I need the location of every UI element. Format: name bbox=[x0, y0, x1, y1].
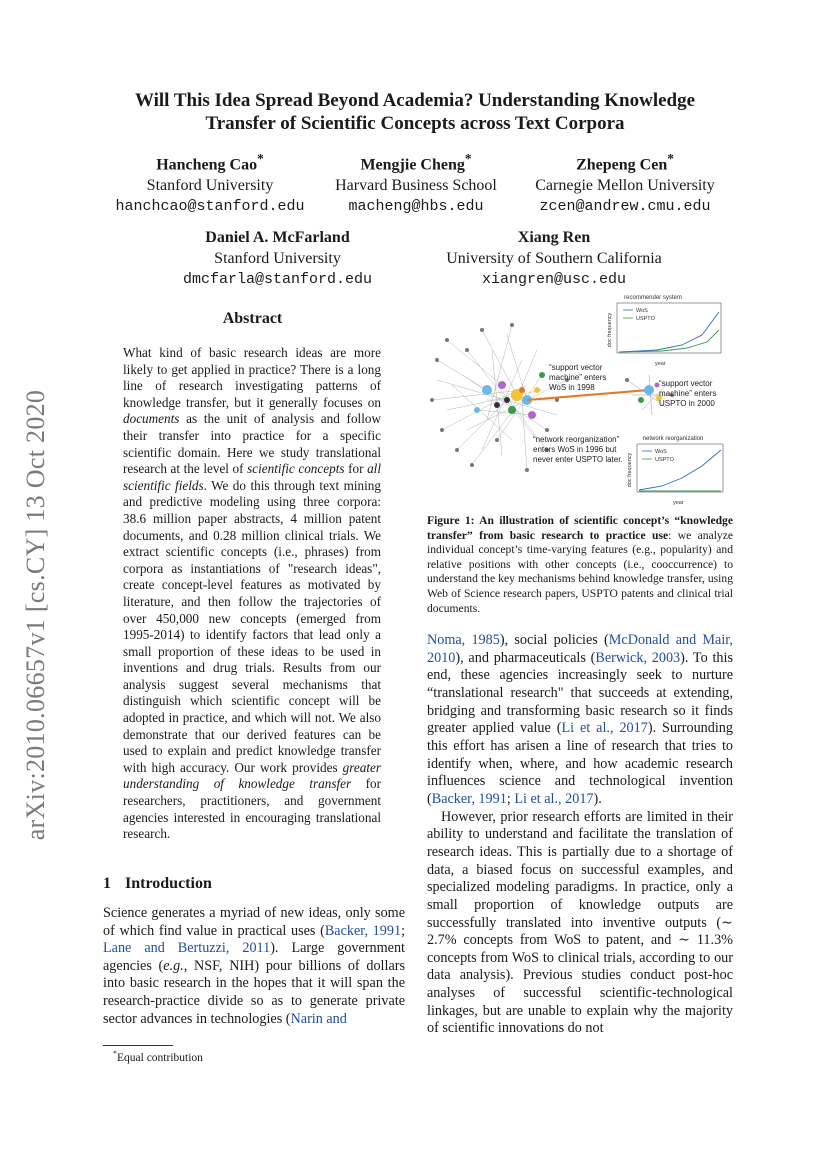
author-email: macheng@hbs.edu bbox=[348, 198, 484, 216]
citation-link[interactable]: Backer, 1991 bbox=[324, 922, 402, 939]
author-2 bbox=[322, 148, 510, 217]
abstract-body: What kind of basic research ideas are more likely to get applied in practice? There is a long line of research investigating patterns of knowledge transfer, but it generally focuses on documents as the unit of analysis and follow their transfer into practice for a specific scientific domain. Here we study translational research at the level of scientific concepts for all scientific fields. We do this through text mining and predictive modeling using three corpora: 38.6 million paper abstracts, 4 million patent documents, and 0.28 million clinical trials. We extract scientific concepts (i.e., phrases) from corpora as instantiations of "research ideas", create concept-level features as motivated by literature, and then follow the trajectories of over 450,000 new concepts (emerged from 1995-2014) to identify factors that lead only a small proportion of these ideas to be used in inventions and drug trials. Results from our analysis suggest several mechanisms that distinguish which scientific concept will be adopted in practice, and which will not. We also demonstrate that our derived features can be used to explain and predict knowledge transfer with high accuracy. Our work provides greater understanding of knowledge transfer for researchers, practitioners, and government agencies interested in encouraging translational research. bbox=[123, 345, 381, 842]
svg-text:enters WoS in 1996 but: enters WoS in 1996 but bbox=[533, 445, 617, 454]
recommender-system-chart bbox=[607, 295, 721, 367]
figure-1-caption: Figure 1: An illustration of scientific concept’s “knowledge transfer” from basic research to practice use: we analyze individual concept’s time-varying features (e.g., popularity) and relative positions with other concepts (i.e., cooccurrence) to understand the key mechanisms behind knowledge transfer, using Web of Science research papers, USPTO patents and clinical trial documents. bbox=[427, 514, 734, 615]
author-affiliation: Carnegie Mellon University bbox=[535, 177, 715, 195]
svg-text:“support vector: “support vector bbox=[659, 379, 713, 388]
svg-text:USPTO in 2000: USPTO in 2000 bbox=[659, 399, 715, 408]
paragraph: However, prior research efforts are limited in their ability to understand and facilitate the translation of research ideas. This is partially due to a shortage of data, a biased focus on successful examples, and specialized modeling paradigms. In practice, only a small proportion of knowledge outputs are successfully translated into inventive outputs (∼ 2.7% concepts from WoS to patent, and ∼ 11.3% concepts from WoS to clinical trials, according to our data analysis). Previous studies conduct post-hoc analyses of successful scientific-technological linkages, but are unable to explain why the majority of scientific innovations do not bbox=[427, 808, 733, 1037]
right-column-text bbox=[427, 632, 733, 1038]
author-1 bbox=[105, 148, 315, 217]
annotation-network-reorganization bbox=[533, 435, 623, 464]
svg-text:never enter USPTO later.: never enter USPTO later. bbox=[533, 455, 623, 464]
section-heading-introduction: 1 Introduction bbox=[103, 875, 212, 892]
footnote: *Equal contribution bbox=[113, 1049, 203, 1064]
abstract-heading: Abstract bbox=[222, 310, 283, 327]
uspto-series-line bbox=[619, 330, 719, 352]
chart-title: recommender system bbox=[624, 295, 682, 301]
author-affiliation: Harvard Business School bbox=[335, 177, 497, 195]
citation-link[interactable]: Noma, 1985 bbox=[427, 632, 500, 648]
x-axis-label: year bbox=[655, 361, 666, 367]
author-email: xiangren@usc.edu bbox=[481, 271, 627, 288]
svg-text:WoS in 1998: WoS in 1998 bbox=[549, 383, 595, 392]
legend-wos: WoS bbox=[655, 449, 667, 455]
author-4 bbox=[170, 227, 385, 290]
legend-uspto: USPTO bbox=[636, 316, 655, 322]
chart-title: network reorganization bbox=[642, 436, 704, 442]
footnote-rule bbox=[103, 1045, 173, 1046]
svg-text:machine” enters: machine” enters bbox=[549, 373, 607, 382]
figure-1 bbox=[427, 290, 733, 508]
citation-link[interactable]: Li et al., 2017 bbox=[561, 720, 648, 737]
introduction-paragraph: Science generates a myriad of new ideas, only some of which find value in practical uses (Backer, 1991; Lane and Bertuzzi, 2011). Large government agencies (e.g., NSF, NIH) pour billions of dollars into basic research in the hopes that it will span the research-practice divide so as to generate private sector advances in technologies (Narin and bbox=[103, 905, 406, 1027]
paragraph: Noma, 1985), social policies (McDonald and Mair, 2010), and pharmaceuticals (Berwick, 2003). To this end, these agencies increasingly seek to nurture “translational research" that succeeds at extending, bridging and transforming basic research so it finds greater applied value (Li et al., 2017). Surrounding this effort has arisen a line of research that tries to identify when, where, and how academic research influences science and technological invention (Backer, 1991; Li et al., 2017). bbox=[427, 632, 733, 807]
author-email: hanchcao@stanford.edu bbox=[115, 198, 305, 216]
wos-series-line bbox=[639, 450, 721, 490]
figure-1-illustration bbox=[427, 290, 733, 508]
author-affiliation: University of Southern California bbox=[446, 250, 662, 267]
author-name: Hancheng Cao* bbox=[156, 151, 264, 174]
author-5 bbox=[438, 227, 670, 290]
arxiv-identifier bbox=[18, 365, 54, 865]
author-name: Xiang Ren bbox=[517, 229, 591, 246]
legend-uspto: USPTO bbox=[655, 457, 674, 463]
svg-text:“support vector: “support vector bbox=[549, 363, 603, 372]
network-reorganization-chart bbox=[627, 436, 723, 506]
citation-link[interactable]: Backer, 1991 bbox=[431, 790, 507, 807]
author-affiliation: Stanford University bbox=[146, 177, 274, 195]
title-line-1: Will This Idea Spread Beyond Academia? Understanding Knowledge bbox=[134, 90, 696, 111]
citation-link[interactable]: McDonald and Mair, 2010 bbox=[427, 632, 733, 666]
wos-series-line bbox=[619, 312, 719, 352]
annotation-svm-wos bbox=[549, 363, 606, 392]
author-name: Daniel A. McFarland bbox=[205, 229, 350, 246]
citation-link[interactable]: Li et al., 2017 bbox=[514, 790, 594, 807]
y-axis-label: doc frequency bbox=[627, 452, 633, 488]
y-axis-label: doc frequency bbox=[607, 312, 613, 348]
title-line-2: Transfer of Scientific Concepts across Text Corpora bbox=[205, 113, 625, 134]
x-axis-label: year bbox=[673, 500, 684, 506]
author-name: Mengjie Cheng* bbox=[360, 151, 472, 174]
author-name: Zhepeng Cen* bbox=[576, 151, 674, 174]
paper-title bbox=[100, 89, 730, 135]
citation-link[interactable]: Narin and bbox=[290, 1010, 347, 1027]
author-email: zcen@andrew.cmu.edu bbox=[539, 198, 711, 216]
author-affiliation: Stanford University bbox=[214, 250, 341, 267]
annotation-svm-uspto bbox=[659, 379, 716, 408]
author-email: dmcfarla@stanford.edu bbox=[182, 271, 373, 288]
arxiv-id-text: arXiv:2010.06657v1 [cs.CY] 13 Oct 2020 bbox=[21, 389, 50, 841]
author-3 bbox=[520, 148, 730, 217]
svg-text:machine” enters: machine” enters bbox=[659, 389, 717, 398]
citation-link[interactable]: Lane and Bertuzzi, 2011 bbox=[103, 940, 271, 957]
legend-wos: WoS bbox=[636, 308, 648, 314]
svg-text:“network reorganization”: “network reorganization” bbox=[533, 435, 620, 444]
citation-link[interactable]: Berwick, 2003 bbox=[595, 649, 681, 666]
